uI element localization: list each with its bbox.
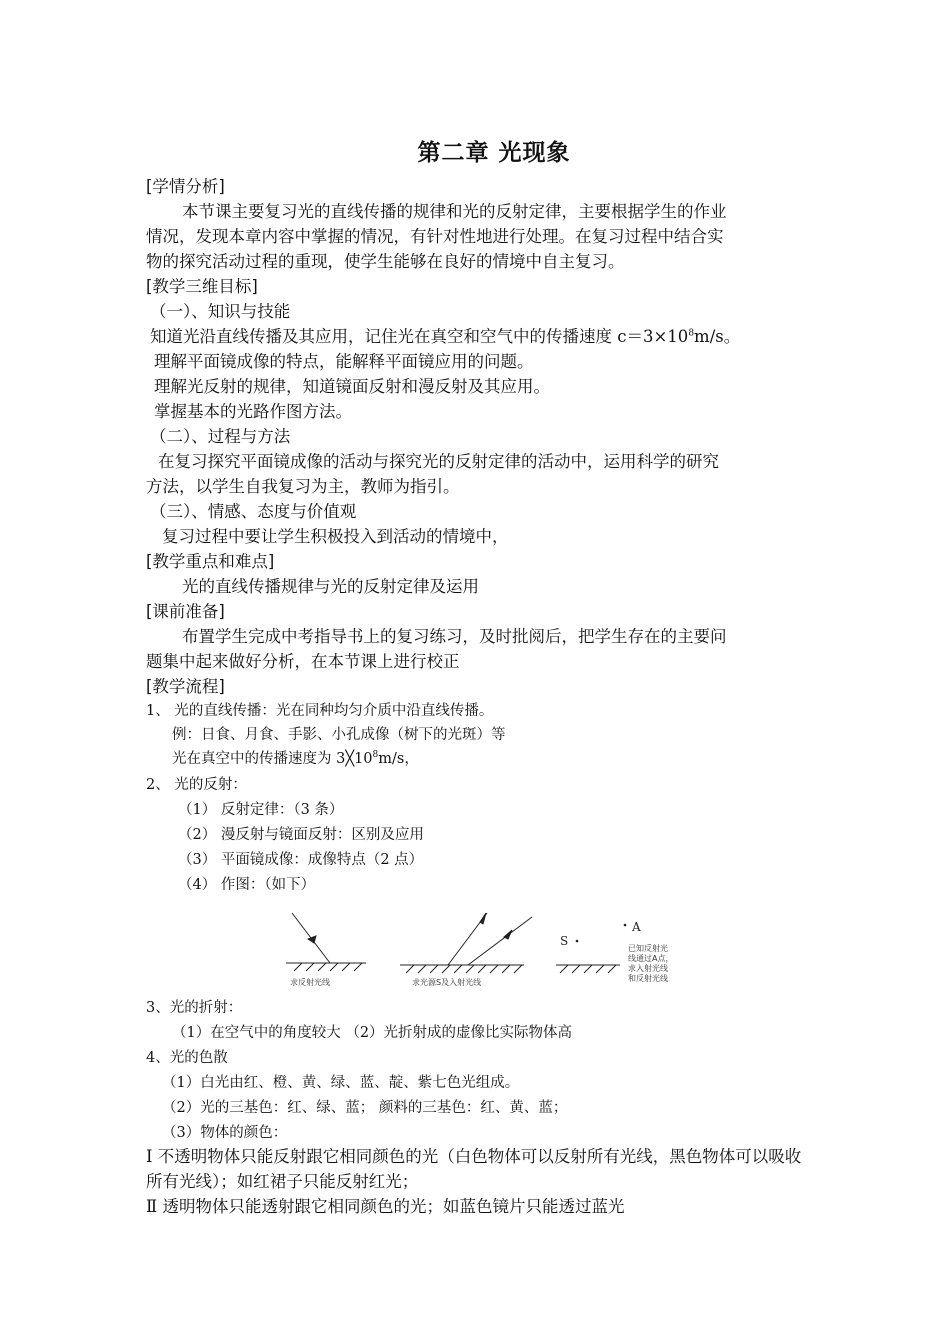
ray-diagram — [280, 905, 700, 991]
list-item: （1） 反射定律：（3 条） — [178, 802, 344, 818]
diagram-caption-1: 求反射光线 — [290, 978, 330, 987]
list-item: 3、光的折射： — [146, 1000, 243, 1016]
point-a-dot — [624, 924, 627, 927]
paragraph-line: 复习过程中要让学生积极投入到活动的情境中， — [162, 527, 509, 546]
diagram-note-line: 线通过A点， — [628, 954, 674, 963]
point-s-dot — [576, 940, 579, 943]
chapter-title: 第二章 光现象 — [417, 140, 571, 166]
list-item: （4） 作图：（如下） — [178, 877, 316, 893]
subheading-knowledge: （一）、知识与技能 — [150, 302, 291, 321]
list-item: （1）在空气中的角度较大 （2）光折射成的虚像比实际物体高 — [172, 1025, 573, 1041]
paragraph-line: 题集中起来做好分析，在本节课上进行校正 — [146, 652, 460, 671]
diagram-note-line: 求入射光线 — [628, 964, 668, 973]
subheading-attitude: （三）、情感、态度与价值观 — [150, 502, 357, 521]
diagram-note-line: 已知反射光 — [628, 944, 668, 953]
list-item: （2）光的三基色：红、绿、蓝； 颜料的三基色：红、黄、蓝； — [162, 1100, 568, 1116]
paragraph-line: 光的直线传播规律与光的反射定律及运用 — [182, 577, 479, 596]
objective-line: 知道光沿直线传播及其应用，记住光在真空和空气中的传播速度 $c=3\times 10^8m/s$。 — [150, 327, 741, 346]
section-heading-process-flow: [教学流程] — [146, 677, 225, 696]
paragraph-line: 情况，发现本章内容中掌握的情况，有针对性地进行处理。在复习过程中结合实 — [146, 227, 724, 246]
list-item: 例：日食、月食、手影、小孔成像（树下的光斑）等 — [172, 727, 506, 743]
subheading-process: （二）、过程与方法 — [150, 427, 291, 446]
paragraph-line: Ⅱ 透明物体只能透射跟它相同颜色的光；如蓝色镜片只能透过蓝光 — [146, 1197, 625, 1216]
list-item: 光在真空中的传播速度为 $3╳10^8m/s$， — [172, 750, 419, 767]
mirror-diagram-2 — [400, 913, 532, 973]
diagram-note-line: 和反射光线 — [628, 974, 668, 983]
list-item: （3）物体的颜色： — [162, 1125, 288, 1141]
paragraph-line: 在复习探究平面镜成像的活动与探究光的反射定律的活动中，运用科学的研究 — [158, 452, 719, 471]
paragraph-line: Ⅰ 不透明物体只能反射跟它相同颜色的光（白色物体可以反射所有光线，黑色物体可以吸收 — [146, 1147, 802, 1166]
paragraph-line: 本节课主要复习光的直线传播的规律和光的反射定律，主要根据学生的作业 — [182, 202, 727, 221]
mirror-diagram-1 — [286, 913, 366, 971]
list-item: （3） 平面镜成像：成像特点（2 点） — [178, 852, 424, 868]
list-item: （2） 漫反射与镜面反射：区别及应用 — [178, 827, 424, 843]
point-s-label: S — [560, 934, 569, 948]
point-a-label: A — [632, 920, 641, 934]
list-item: 2、 光的反射： — [146, 777, 247, 793]
list-item: 1、 光的直线传播：光在同种均匀介质中沿直线传播。 — [146, 703, 494, 719]
paragraph-line: 所有光线）；如红裙子只能反射红光； — [146, 1172, 419, 1191]
list-item: （1）白光由红、橙、黄、绿、蓝、靛、紫七色光组成。 — [162, 1075, 520, 1091]
paragraph-line: 物的探究活动过程的重现，使学生能够在良好的情境中自主复习。 — [146, 252, 625, 271]
list-item: 4、光的色散 — [146, 1050, 228, 1066]
section-heading-objectives: [教学三维目标] — [146, 277, 258, 296]
paragraph-line: 布置学生完成中考指导书上的复习练习，及时批阅后，把学生存在的主要问 — [182, 627, 727, 646]
paragraph-line: 方法，以学生自我复习为主，教师为指引。 — [146, 477, 460, 496]
section-heading-preparation: [课前准备] — [146, 602, 225, 621]
objective-line: 掌握基本的光路作图方法。 — [154, 402, 352, 421]
section-heading-key-points: [教学重点和难点] — [146, 552, 275, 571]
objective-line: 理解光反射的规律，知道镜面反射和漫反射及其应用。 — [154, 377, 550, 396]
diagram-caption-2: 求光源S及入射光线 — [412, 978, 482, 987]
objective-line: 理解平面镜成像的特点，能解释平面镜应用的问题。 — [154, 352, 534, 371]
section-heading-situation: [学情分析] — [146, 177, 225, 196]
mirror-diagram-3 — [556, 965, 620, 973]
